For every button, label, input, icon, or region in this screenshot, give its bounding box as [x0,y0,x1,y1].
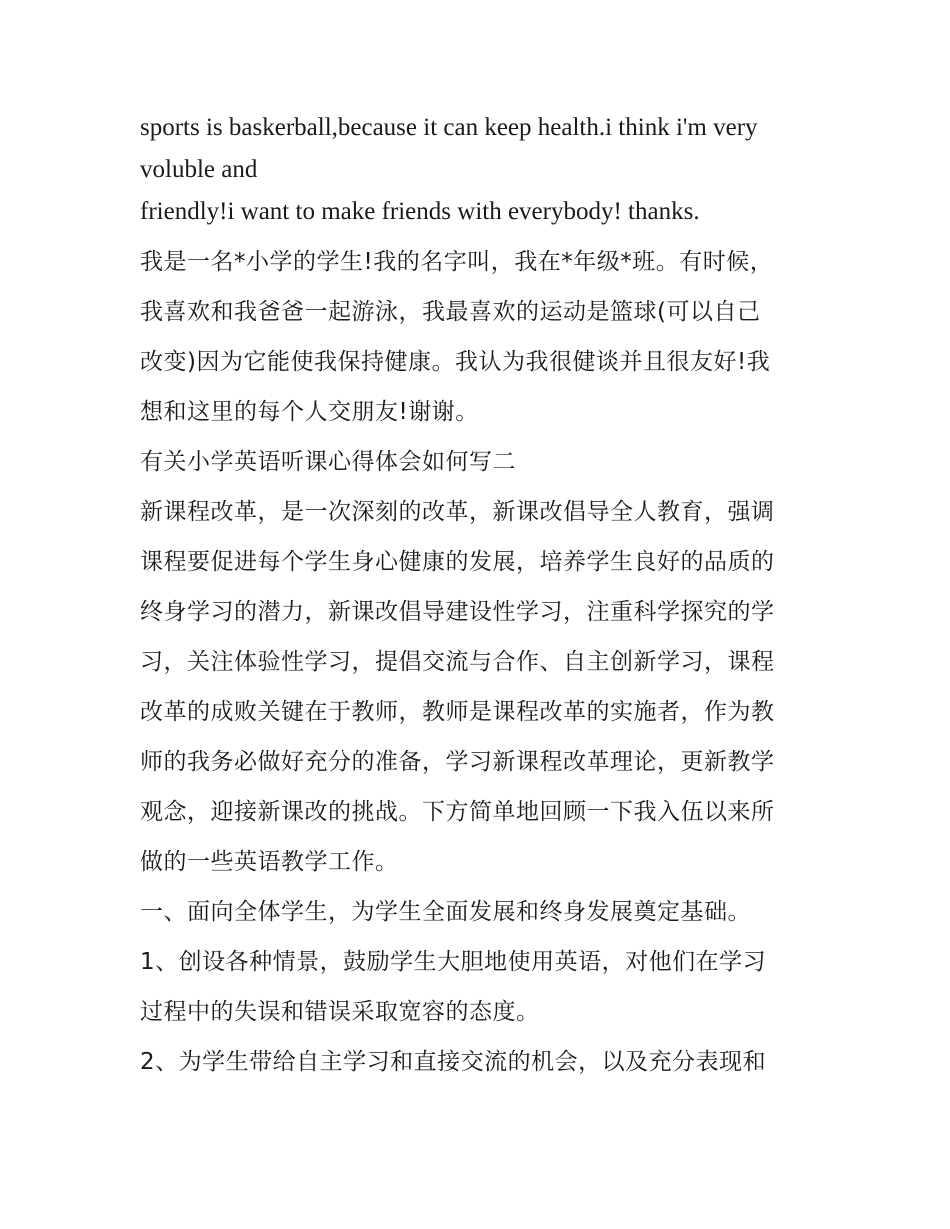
text-line: 习，关注体验性学习，提倡交流与合作、自主创新学习，课程 [140,649,775,675]
text-line: 改变)因为它能使我保持健康。我认为我很健谈并且很友好!我 [140,349,771,375]
text-line: 课程要促进每个学生身心健康的发展，培养学生良好的品质的 [140,549,775,575]
text-line: voluble and [140,156,258,183]
text-line: 我喜欢和我爸爸一起游泳，我最喜欢的运动是篮球(可以自己 [140,299,761,325]
text-line: sports is baskerball,because it can keep health.i think i'm very [140,114,758,141]
list-item: 2、为学生带给自主学习和直接交流的机会，以及充分表现和 [140,1049,767,1075]
text-line: 师的我务必做好充分的准备，学习新课程改革理论，更新教学 [140,749,775,775]
text-line: 做的一些英语教学工作。 [140,849,399,875]
section-heading: 有关小学英语听课心得体会如何写二 [140,449,516,475]
text-line: 我是一名*小学的学生!我的名字叫，我在*年级*班。有时候， [140,249,774,275]
text-line: 过程中的失误和错误采取宽容的态度。 [140,999,540,1025]
text-line: 终身学习的潜力，新课改倡导建设性学习，注重科学探究的学 [140,599,775,625]
document-body [140,107,820,1087]
list-item: 1、创设各种情景，鼓励学生大胆地使用英语，对他们在学习 [140,949,767,975]
section-heading: 一、面向全体学生，为学生全面发展和终身发展奠定基础。 [140,899,751,925]
text-line: 想和这里的每个人交朋友!谢谢。 [140,399,479,425]
text-line: 新课程改革，是一次深刻的改革，新课改倡导全人教育，强调 [140,499,775,525]
text-line: 改革的成败关键在于教师，教师是课程改革的实施者，作为教 [140,699,775,725]
text-line: 观念，迎接新课改的挑战。下方简单地回顾一下我入伍以来所 [140,799,775,825]
text-line: friendly!i want to make friends with everybody! thanks. [140,198,700,225]
